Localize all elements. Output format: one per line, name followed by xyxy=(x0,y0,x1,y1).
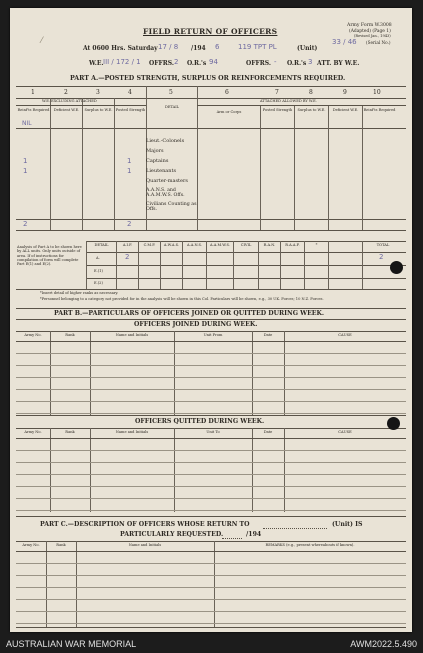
punch-hole xyxy=(390,261,403,274)
rule xyxy=(46,541,47,627)
rule xyxy=(174,428,175,512)
rule xyxy=(16,219,406,220)
part-c-unit-is: (Unit) IS xyxy=(332,521,363,528)
offrs-value: 2 xyxy=(174,58,179,66)
rank-majors: Majors xyxy=(146,148,164,154)
analysis-row-label: E.(1) xyxy=(94,269,103,273)
table-head: REMARKS (e.g., present whereabouts if known). xyxy=(265,543,355,547)
col-head: Deficient W.E. xyxy=(332,108,359,112)
row-rule xyxy=(16,599,406,600)
analysis-head: A.A.N.S. xyxy=(186,243,202,247)
rule xyxy=(233,241,234,289)
part-c-heading-1: PART C.—DESCRIPTION OF OFFICERS WHOSE RETURN TO xyxy=(40,521,250,528)
rule xyxy=(86,241,406,242)
footer-right: AWM2022.5.490 xyxy=(350,639,417,649)
ors2-value: 3 xyxy=(308,58,313,66)
army-form-number: Army Form W.3008 xyxy=(347,23,392,28)
joined-table xyxy=(16,331,406,415)
we-value: III / 172 / 1 xyxy=(103,58,141,66)
rule xyxy=(16,289,406,290)
rule xyxy=(90,331,91,415)
row-rule xyxy=(16,413,406,414)
rule xyxy=(86,252,406,253)
rank-civilians: Civilians Counting as Offs. xyxy=(146,202,197,213)
quitted-title: OFFICERS QUITTED DURING WEEK. xyxy=(135,418,265,425)
rule xyxy=(16,415,406,416)
rule xyxy=(50,98,51,230)
offrs2-value: - xyxy=(274,58,277,66)
row-rule xyxy=(16,510,406,511)
analysis-row-label: A. xyxy=(96,256,100,260)
table-head: Name and Initials xyxy=(115,333,149,337)
col-number: 10 xyxy=(373,89,381,96)
rule xyxy=(16,551,406,552)
row-rule xyxy=(16,389,406,390)
rule xyxy=(284,331,285,415)
revised-label: (Revised Jan., 1943) xyxy=(354,34,391,38)
col-head: Posted Strength xyxy=(262,108,293,112)
table-head: Rank xyxy=(65,333,75,337)
rule xyxy=(206,241,207,289)
table-head: CAUSE xyxy=(338,333,352,337)
rule xyxy=(114,98,115,230)
total-reinf: 2 xyxy=(23,220,28,228)
table-head: Unit To xyxy=(206,430,220,434)
rule xyxy=(258,241,259,289)
row-rule xyxy=(16,462,406,463)
rule xyxy=(362,241,363,289)
form-page xyxy=(10,8,412,632)
rule xyxy=(182,241,183,289)
rule xyxy=(328,105,329,230)
rule xyxy=(16,319,406,320)
offrs-label: OFFRS. xyxy=(149,60,174,67)
rule xyxy=(284,428,285,512)
rule xyxy=(16,230,406,231)
col-head: Reinf'ts Required xyxy=(17,108,50,112)
rule xyxy=(50,331,51,415)
rank-lieutenants: Lieutenants xyxy=(146,168,177,174)
rule xyxy=(160,241,161,289)
table-head: Unit From xyxy=(203,333,223,337)
lieutenants-reinf: 1 xyxy=(23,167,28,175)
rule xyxy=(16,105,146,106)
unit-label: (Unit) xyxy=(297,45,318,52)
rule xyxy=(86,278,406,279)
col-number: 5 xyxy=(169,89,173,96)
rule xyxy=(16,516,406,517)
analysis-head: * xyxy=(315,243,318,247)
rule xyxy=(16,438,406,439)
col-head: Posted Strength xyxy=(115,108,146,112)
year-value: 6 xyxy=(215,43,220,51)
rule xyxy=(294,105,295,230)
col-number: 1 xyxy=(31,89,35,96)
col-head: Deficient W.E. xyxy=(53,108,80,112)
rule xyxy=(304,241,305,289)
table-head: Rank xyxy=(65,430,75,434)
quitted-table xyxy=(16,428,406,512)
row-rule xyxy=(16,377,406,378)
row-rule xyxy=(16,575,406,576)
rule xyxy=(260,105,261,230)
part-a-heading: PART A.—POSTED STRENGTH, SURPLUS OR REINFORCEMENTS REQUIRED. xyxy=(70,75,346,82)
ors2-label: O.R.'s xyxy=(287,60,307,67)
archive-footer xyxy=(0,636,423,653)
col-number: 3 xyxy=(96,89,100,96)
analysis-head: TOTAL xyxy=(376,243,390,247)
row-rule xyxy=(16,450,406,451)
unit-value: 119 TPT PL xyxy=(238,43,277,51)
col-head: Surplus to W.E. xyxy=(297,108,326,112)
analysis-head: A.I.F. xyxy=(122,243,133,247)
rule xyxy=(280,241,281,289)
table-head: CAUSE xyxy=(338,430,352,434)
attached-allowed: ATTACHED ALLOWED BY W.E. xyxy=(260,99,317,103)
rank-captains: Captains xyxy=(146,158,169,164)
punch-hole xyxy=(387,417,400,430)
table-head: Rank xyxy=(56,543,66,547)
unit-blank xyxy=(263,528,327,529)
analysis-head: R.A.A.F. xyxy=(285,243,300,247)
col-head: Reinf'ts Required xyxy=(363,108,396,112)
we-label: W.E. xyxy=(89,60,104,67)
analysis-aif-value: 2 xyxy=(125,253,130,261)
row-rule xyxy=(16,623,406,624)
table-head: Army No. xyxy=(22,543,40,547)
rule xyxy=(90,428,91,512)
rule xyxy=(16,308,406,309)
rank-aans: A.A.N.S. and A.A.M.W.S. Offs. xyxy=(146,188,185,199)
joined-title: OFFICERS JOINED DURING WEEK. xyxy=(134,321,258,328)
at-hours-label: At 0600 Hrs. Saturday xyxy=(83,45,158,52)
row-rule xyxy=(16,563,406,564)
rule xyxy=(86,241,87,289)
footnote-1: *Insert detail of higher ranks as necessary. xyxy=(40,291,119,295)
return-date: 17 / 8 xyxy=(158,43,179,51)
part-c-year: /194 xyxy=(246,531,262,538)
part-b-heading: PART B.—PARTICULARS OF OFFICERS JOINED OR QUITTED DURING WEEK. xyxy=(54,310,325,317)
rule xyxy=(16,341,406,342)
table-head: Date xyxy=(263,333,273,337)
analysis-head: C.M.F. xyxy=(143,243,156,247)
rule xyxy=(252,331,253,415)
row-rule xyxy=(16,474,406,475)
col-head: Arm or Corps xyxy=(216,110,242,114)
rule xyxy=(16,86,406,87)
year-prefix: /194 xyxy=(191,45,206,52)
serial-label: (Serial No.) xyxy=(366,40,391,45)
col-number: 2 xyxy=(64,89,68,96)
date-blank xyxy=(222,538,242,539)
ors-label: O.R.'s xyxy=(187,60,207,67)
row-rule xyxy=(16,401,406,402)
col-head: Surplus to W.E. xyxy=(84,108,113,112)
rule xyxy=(174,331,175,415)
att-label: ATT. BY W.E. xyxy=(317,60,360,67)
analysis-note: Analysis of Part A to be shown here by ALL units. Only units outside of area. If of instructions for compilation of form will complete Part E(1) and E(2). xyxy=(17,245,82,267)
col-number: 4 xyxy=(128,89,132,96)
lieutenants-posted: 1 xyxy=(127,167,132,175)
col-head: DETAIL xyxy=(164,105,180,109)
rule xyxy=(138,241,139,289)
offrs2-label: OFFRS. xyxy=(246,60,271,67)
rule xyxy=(362,105,363,230)
analysis-head: R.A.N. xyxy=(263,243,276,247)
rule xyxy=(16,627,406,628)
table-head: Date xyxy=(263,430,273,434)
footer-left: AUSTRALIAN WAR MEMORIAL xyxy=(6,639,137,649)
row-rule xyxy=(16,365,406,366)
rule xyxy=(116,241,117,289)
analysis-row-label: E.(2) xyxy=(94,281,103,285)
total-posted: 2 xyxy=(127,220,132,228)
we-excluding-attached: W.E. EXCLUDING ATTACHED xyxy=(42,99,97,103)
analysis-head: CIVIL xyxy=(240,243,252,247)
row-rule xyxy=(16,611,406,612)
table-head: Army No. xyxy=(24,333,42,337)
table-head: Name and Initials xyxy=(128,543,162,547)
analysis-head: DETAIL xyxy=(94,243,109,247)
part-c-heading-2: PARTICULARLY REQUESTED. xyxy=(120,531,224,538)
footnote-2: *Personnel belonging to a category not provided for in the analysis will be shown in this Col. Particulars will be shown, e.g., 30 UK. Forces; 10 N.Z. Forces. xyxy=(40,297,324,301)
rule xyxy=(50,428,51,512)
col-number: 7 xyxy=(275,89,279,96)
ors-value: 94 xyxy=(209,58,218,66)
captains-reinf: 1 xyxy=(23,157,28,165)
rule xyxy=(86,265,406,266)
row-rule xyxy=(16,486,406,487)
col-number: 8 xyxy=(309,89,313,96)
col-number: 6 xyxy=(225,89,229,96)
rule xyxy=(252,428,253,512)
rank-quartermasters: Quarter-masters xyxy=(146,178,188,184)
adapted-label: (Adapted) (Page 1) xyxy=(349,29,391,34)
rule xyxy=(76,541,77,627)
table-head: Army No. xyxy=(24,430,42,434)
analysis-head: A.W.A.S. xyxy=(163,243,180,247)
nil-mark: NIL xyxy=(22,120,32,127)
form-title: FIELD RETURN OF OFFICERS xyxy=(143,27,278,36)
rule xyxy=(16,128,406,129)
rank-lieut-colonels: Lieut.-Colonels xyxy=(146,138,185,144)
rule xyxy=(214,541,215,627)
row-rule xyxy=(16,353,406,354)
table-head: Name and Initials xyxy=(115,430,149,434)
row-rule xyxy=(16,498,406,499)
analysis-total-value: 2 xyxy=(379,253,384,261)
rule xyxy=(197,105,406,106)
rule xyxy=(82,98,83,230)
rule xyxy=(328,241,329,289)
row-rule xyxy=(16,587,406,588)
pencil-mark: ⁄ xyxy=(41,36,43,45)
col-number: 9 xyxy=(343,89,347,96)
serial-value: 33 / 46 xyxy=(332,38,357,46)
captains-posted: 1 xyxy=(127,157,132,165)
part-c-table xyxy=(16,541,406,627)
analysis-head: A.A.M.W.S. xyxy=(210,243,230,247)
